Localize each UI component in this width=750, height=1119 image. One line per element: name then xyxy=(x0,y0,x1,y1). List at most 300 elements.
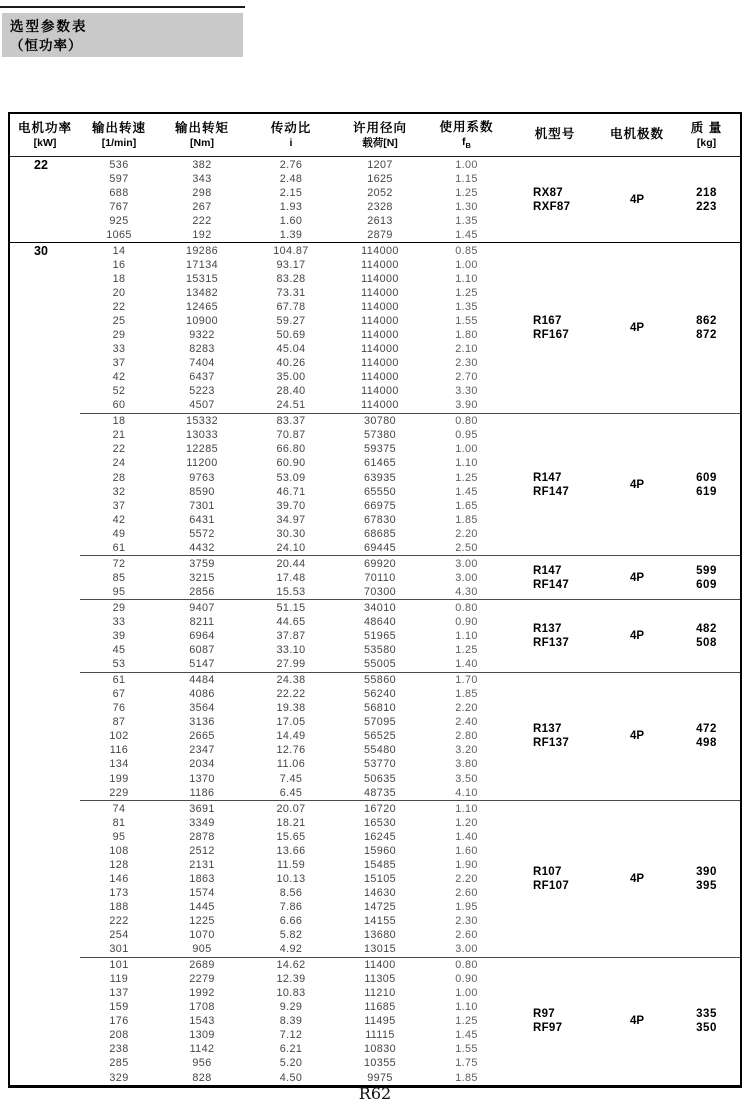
mass-value: 599 xyxy=(696,564,717,577)
cell-value: 40.26 xyxy=(276,357,306,370)
cell-value: 59.27 xyxy=(276,315,306,328)
mass-value: 619 xyxy=(696,485,717,498)
cell-value: 382 xyxy=(192,158,212,171)
cell-value: 9322 xyxy=(189,329,215,342)
cell-value: 63935 xyxy=(363,471,397,484)
col-ratio xyxy=(246,557,336,599)
cell-value: 285 xyxy=(109,1057,129,1070)
cell-value: 55480 xyxy=(363,744,397,757)
cell-value: 222 xyxy=(109,914,129,927)
top-rule xyxy=(0,6,245,8)
col-ratio xyxy=(246,802,336,957)
cell-value: 1.25 xyxy=(455,471,478,484)
cell-value: 1708 xyxy=(189,1001,215,1014)
col-motor-poles xyxy=(601,673,673,799)
cell-value: 11.06 xyxy=(276,758,306,771)
cell-value: 767 xyxy=(109,200,129,213)
cell-value: 12.76 xyxy=(276,744,306,757)
col-model xyxy=(509,673,601,799)
cell-value: 61 xyxy=(112,541,126,554)
col-ratio xyxy=(246,673,336,799)
cell-value: 83.37 xyxy=(276,415,306,428)
cell-value: 9763 xyxy=(189,471,215,484)
cell-value: 1.85 xyxy=(455,1071,478,1084)
cell-value: 329 xyxy=(109,1071,129,1084)
col-output_speed xyxy=(80,958,158,1084)
cell-value: 3136 xyxy=(189,716,215,729)
cell-value: 2328 xyxy=(367,200,393,213)
pole-value: 4P xyxy=(629,872,645,885)
cell-value: 1992 xyxy=(189,987,215,1000)
cell-value: 1.15 xyxy=(455,172,478,185)
cell-value: 1.45 xyxy=(455,1029,478,1042)
pole-value: 4P xyxy=(629,322,645,335)
cell-value: 24.51 xyxy=(276,399,306,412)
page-subtitle: （恒功率） xyxy=(10,37,83,53)
col-motor-poles xyxy=(601,802,673,957)
cell-value: 1.20 xyxy=(455,816,478,829)
cell-value: 11305 xyxy=(364,973,396,986)
cell-value: 5147 xyxy=(189,658,215,671)
cell-value: 3.20 xyxy=(455,744,478,757)
cell-value: 28.40 xyxy=(276,385,306,398)
cell-value: 85 xyxy=(112,571,126,584)
cell-value: 2.10 xyxy=(455,343,478,356)
cell-value: 20.44 xyxy=(276,557,306,570)
cell-value: 6.45 xyxy=(279,786,303,799)
cell-value: 57095 xyxy=(363,716,397,729)
subblock xyxy=(80,599,740,671)
model-name: R147 xyxy=(533,564,562,577)
cell-value: 4.50 xyxy=(279,1071,303,1084)
cell-value: 1625 xyxy=(367,172,393,185)
col-radial_load xyxy=(336,414,424,554)
cell-value: 536 xyxy=(109,158,129,171)
cell-value: 116 xyxy=(109,744,129,757)
cell-value: 45 xyxy=(112,644,126,657)
cell-value: 1543 xyxy=(189,1015,215,1028)
cell-value: 114000 xyxy=(361,258,399,271)
cell-value: 4432 xyxy=(189,541,215,554)
cell-value: 3.30 xyxy=(455,385,478,398)
col-mass xyxy=(673,414,740,554)
cell-value: 2.60 xyxy=(455,929,478,942)
model-name: RF97 xyxy=(533,1022,563,1035)
cell-value: 2131 xyxy=(189,858,215,871)
cell-value: 14.62 xyxy=(276,959,306,972)
model-name: RF147 xyxy=(533,578,570,591)
cell-value: 2.20 xyxy=(455,702,478,715)
cell-value: 173 xyxy=(109,886,129,899)
cell-value: 44.65 xyxy=(276,616,306,628)
col-service_factor xyxy=(424,414,509,554)
cell-value: 1.90 xyxy=(455,858,478,871)
cell-value: 134 xyxy=(109,758,129,771)
cell-value: 301 xyxy=(109,943,129,956)
cell-value: 57380 xyxy=(363,429,397,442)
col-output_torque xyxy=(158,958,246,1084)
cell-value: 2878 xyxy=(189,830,215,843)
cell-value: 1.25 xyxy=(455,186,478,199)
cell-value: 1065 xyxy=(106,228,132,241)
cell-value: 87 xyxy=(112,716,126,729)
col-output_torque xyxy=(158,601,246,671)
cell-value: 66975 xyxy=(363,499,397,512)
cell-value: 2.50 xyxy=(455,541,478,554)
cell-value: 74 xyxy=(112,802,126,815)
cell-value: 9.29 xyxy=(279,1001,303,1014)
cell-value: 2.30 xyxy=(455,357,478,370)
cell-value: 11400 xyxy=(364,959,396,972)
cell-value: 14630 xyxy=(363,886,397,899)
cell-value: 24.38 xyxy=(276,674,306,687)
pole-value: 4P xyxy=(629,571,645,584)
cell-value: 1863 xyxy=(189,872,215,885)
cell-value: 1.93 xyxy=(279,200,303,213)
cell-value: 6964 xyxy=(189,630,215,643)
page-title: 选型参数表 xyxy=(10,19,88,34)
cell-value: 3691 xyxy=(189,802,215,815)
cell-value: 1.40 xyxy=(455,830,478,843)
page-number: R62 xyxy=(358,1084,392,1103)
cell-value: 2879 xyxy=(367,228,393,241)
pole-value: 4P xyxy=(629,730,645,743)
mass-value: 335 xyxy=(696,1008,717,1021)
cell-value: 3349 xyxy=(189,816,215,829)
cell-value: 60 xyxy=(112,399,126,412)
cell-value: 114000 xyxy=(361,357,399,370)
cell-value: 0.90 xyxy=(455,616,478,628)
table-body xyxy=(10,157,740,1085)
cell-value: 34.97 xyxy=(276,513,306,526)
cell-value: 254 xyxy=(109,929,129,942)
col-motor-poles xyxy=(601,244,673,413)
col-radial_load xyxy=(336,244,424,413)
cell-value: 17134 xyxy=(185,258,219,271)
cell-value: 188 xyxy=(109,900,129,913)
cell-value: 37 xyxy=(112,357,126,370)
cell-value: 905 xyxy=(192,943,212,956)
cell-value: 68685 xyxy=(363,527,397,540)
cell-value: 2689 xyxy=(189,959,215,972)
cell-value: 2.70 xyxy=(455,371,478,384)
cell-value: 3.80 xyxy=(455,758,478,771)
cell-value: 7.86 xyxy=(279,900,303,913)
block-subblocks xyxy=(80,157,740,242)
cell-value: 5572 xyxy=(189,527,215,540)
cell-value: 11495 xyxy=(364,1015,396,1028)
cell-value: 95 xyxy=(112,830,126,843)
header-motor-power: 电机功率 [kW] xyxy=(17,120,72,149)
cell-value: 15.65 xyxy=(276,830,306,843)
cell-value: 1.60 xyxy=(279,214,303,227)
cell-value: 1.45 xyxy=(455,228,478,241)
pole-value: 4P xyxy=(629,630,645,643)
cell-value: 104.87 xyxy=(273,244,309,257)
cell-value: 1.55 xyxy=(455,1043,478,1056)
cell-value: 4.92 xyxy=(279,943,303,956)
cell-value: 16530 xyxy=(363,816,397,829)
col-mass xyxy=(673,673,740,799)
cell-value: 39.70 xyxy=(276,499,306,512)
cell-value: 1.10 xyxy=(455,1001,478,1014)
cell-value: 4086 xyxy=(189,688,215,701)
cell-value: 1.10 xyxy=(455,272,478,285)
cell-value: 11685 xyxy=(364,1001,396,1014)
col-output_torque xyxy=(158,158,246,242)
col-output_speed xyxy=(80,244,158,413)
cell-value: 17.05 xyxy=(276,716,306,729)
col-radial_load xyxy=(336,673,424,799)
cell-value: 1.25 xyxy=(455,1015,478,1028)
col-mass xyxy=(673,802,740,957)
model-name: RF107 xyxy=(533,879,570,892)
col-motor-poles xyxy=(601,414,673,554)
col-output_speed xyxy=(80,802,158,957)
page-title-box xyxy=(2,13,243,57)
pole-value: 4P xyxy=(629,478,645,491)
cell-value: 19.38 xyxy=(276,702,306,715)
cell-value: 199 xyxy=(109,772,129,785)
cell-value: 42 xyxy=(112,513,126,526)
cell-value: 53 xyxy=(112,658,126,671)
cell-value: 6.21 xyxy=(279,1043,303,1056)
power-block xyxy=(10,242,740,1085)
cell-value: 70.87 xyxy=(276,429,306,442)
cell-value: 55005 xyxy=(363,658,397,671)
col-ratio xyxy=(246,958,336,1084)
cell-value: 1186 xyxy=(189,786,215,799)
cell-value: 925 xyxy=(109,214,129,227)
cell-value: 1.00 xyxy=(455,258,478,271)
col-radial_load xyxy=(336,557,424,599)
cell-value: 14725 xyxy=(363,900,397,913)
col-mass xyxy=(673,958,740,1084)
cell-value: 22 xyxy=(112,300,126,313)
cell-value: 67830 xyxy=(363,513,397,526)
cell-value: 1225 xyxy=(189,914,215,927)
model-name: RF137 xyxy=(533,637,570,650)
model-name: R167 xyxy=(533,315,562,328)
subblock xyxy=(80,555,740,599)
cell-value: 12285 xyxy=(185,443,219,456)
subblock xyxy=(80,157,740,242)
cell-value: 119 xyxy=(109,973,129,986)
cell-value: 0.90 xyxy=(455,973,478,986)
cell-value: 238 xyxy=(109,1043,129,1056)
cell-value: 0.80 xyxy=(455,415,478,428)
cell-value: 33 xyxy=(112,343,126,356)
mass-value: 862 xyxy=(696,315,717,328)
cell-value: 114000 xyxy=(361,244,399,257)
cell-value: 1.10 xyxy=(455,457,478,470)
model-name: RF167 xyxy=(533,329,570,342)
cell-value: 2.15 xyxy=(279,186,303,199)
cell-value: 6431 xyxy=(189,513,215,526)
cell-value: 1309 xyxy=(189,1029,215,1042)
subblock xyxy=(80,243,740,413)
cell-value: 2.20 xyxy=(455,872,478,885)
cell-value: 2.80 xyxy=(455,730,478,743)
cell-value: 60.90 xyxy=(276,457,306,470)
cell-value: 8211 xyxy=(189,616,215,628)
cell-value: 0.80 xyxy=(455,959,478,972)
col-mass xyxy=(673,244,740,413)
cell-value: 8.56 xyxy=(279,886,303,899)
cell-value: 298 xyxy=(192,186,212,199)
cell-value: 114000 xyxy=(361,329,399,342)
cell-value: 2613 xyxy=(367,214,393,227)
cell-value: 56810 xyxy=(363,702,397,715)
cell-value: 208 xyxy=(109,1029,129,1042)
cell-value: 1.10 xyxy=(455,802,478,815)
cell-value: 5.20 xyxy=(279,1057,303,1070)
subblock xyxy=(80,413,740,555)
header-ratio: 传动比 i xyxy=(270,120,312,149)
model-name: R147 xyxy=(533,471,562,484)
block-subblocks xyxy=(80,243,740,1085)
col-motor-poles xyxy=(601,158,673,242)
cell-value: 1.55 xyxy=(455,315,478,328)
cell-value: 24.10 xyxy=(276,541,306,554)
cell-value: 343 xyxy=(192,172,212,185)
cell-value: 15.53 xyxy=(276,585,306,598)
cell-value: 1.45 xyxy=(455,485,478,498)
cell-value: 21 xyxy=(112,429,126,442)
cell-value: 1.85 xyxy=(455,513,478,526)
cell-value: 1.10 xyxy=(455,630,478,643)
cell-value: 70110 xyxy=(364,571,396,584)
cell-value: 12.39 xyxy=(276,973,306,986)
cell-value: 16720 xyxy=(363,802,397,815)
cell-value: 11115 xyxy=(365,1029,395,1042)
cell-value: 20.07 xyxy=(276,802,306,815)
model-name: R107 xyxy=(533,865,562,878)
cell-value: 10.13 xyxy=(276,872,306,885)
motor-power-value: 22 xyxy=(34,158,48,172)
cell-value: 37 xyxy=(112,499,126,512)
cell-value: 29 xyxy=(112,329,126,342)
col-radial_load xyxy=(336,158,424,242)
cell-value: 0.95 xyxy=(455,429,478,442)
cell-value: 45.04 xyxy=(276,343,306,356)
cell-value: 3.90 xyxy=(455,399,478,412)
col-service_factor xyxy=(424,557,509,599)
col-service_factor xyxy=(424,601,509,671)
cell-value: 15960 xyxy=(363,844,397,857)
cell-value: 3.00 xyxy=(455,571,478,584)
cell-value: 2052 xyxy=(367,186,393,199)
power-block xyxy=(10,157,740,242)
cell-value: 114000 xyxy=(361,300,399,313)
cell-value: 93.17 xyxy=(276,258,306,271)
col-model xyxy=(509,244,601,413)
cell-value: 159 xyxy=(109,1001,129,1014)
col-mass xyxy=(673,601,740,671)
col-service_factor xyxy=(424,244,509,413)
col-output_speed xyxy=(80,601,158,671)
cell-value: 67 xyxy=(112,688,126,701)
cell-value: 10830 xyxy=(363,1043,397,1056)
cell-value: 6.66 xyxy=(279,914,303,927)
cell-value: 5223 xyxy=(189,385,215,398)
header-motor-poles: 电机极数 xyxy=(609,127,664,142)
cell-value: 2279 xyxy=(189,973,215,986)
cell-value: 6437 xyxy=(189,371,215,384)
mass-value: 218 xyxy=(696,186,717,199)
col-service_factor xyxy=(424,958,509,1084)
cell-value: 48735 xyxy=(363,786,397,799)
cell-value: 2.48 xyxy=(279,172,303,185)
col-model xyxy=(509,958,601,1084)
header-service-factor: 使用系数 $f_B$ xyxy=(439,120,494,150)
cell-value: 66.80 xyxy=(276,443,306,456)
model-name: RF147 xyxy=(533,485,570,498)
cell-value: 1.39 xyxy=(279,228,303,241)
cell-value: 24 xyxy=(112,457,126,470)
cell-value: 229 xyxy=(109,786,129,799)
cell-value: 67.78 xyxy=(276,300,306,313)
cell-value: 15105 xyxy=(363,872,397,885)
cell-value: 15332 xyxy=(185,415,219,428)
cell-value: 5.82 xyxy=(279,929,303,942)
cell-value: 7301 xyxy=(189,499,215,512)
cell-value: 192 xyxy=(192,228,212,241)
cell-value: 17.48 xyxy=(276,571,306,584)
subblock xyxy=(80,672,740,800)
motor-power-value: 30 xyxy=(34,244,48,259)
model-name: RF137 xyxy=(533,737,570,750)
col-radial_load xyxy=(336,802,424,957)
cell-value: 69920 xyxy=(363,557,397,570)
cell-value: 1.70 xyxy=(455,674,478,687)
cell-value: 1.00 xyxy=(455,987,478,1000)
col-radial_load xyxy=(336,601,424,671)
mass-value: 498 xyxy=(696,737,717,750)
col-model xyxy=(509,557,601,599)
cell-value: 61 xyxy=(112,674,126,687)
cell-value: 35.00 xyxy=(276,371,306,384)
cell-value: 7.45 xyxy=(279,772,303,785)
cell-value: 2.40 xyxy=(455,716,478,729)
cell-value: 53.09 xyxy=(276,471,306,484)
mass-value: 395 xyxy=(696,879,717,892)
cell-value: 267 xyxy=(192,200,212,213)
header-output-torque: 输出转矩 [Nm] xyxy=(174,120,229,149)
cell-value: 1142 xyxy=(189,1043,215,1056)
cell-value: 4.10 xyxy=(455,786,478,799)
mass-value: 390 xyxy=(696,865,717,878)
cell-value: 50635 xyxy=(363,772,397,785)
cell-value: 33 xyxy=(112,616,126,628)
col-output_torque xyxy=(158,673,246,799)
cell-value: 19286 xyxy=(185,244,219,257)
cell-value: 32 xyxy=(112,485,126,498)
cell-value: 1445 xyxy=(189,900,215,913)
cell-value: 2034 xyxy=(189,758,215,771)
col-model xyxy=(509,601,601,671)
cell-value: 49 xyxy=(112,527,126,540)
cell-value: 13.66 xyxy=(276,844,306,857)
cell-value: 95 xyxy=(112,585,126,598)
cell-value: 56240 xyxy=(363,688,397,701)
cell-value: 2.30 xyxy=(455,914,478,927)
cell-value: 597 xyxy=(109,172,129,185)
cell-value: 34010 xyxy=(363,601,397,614)
cell-value: 15485 xyxy=(363,858,397,871)
cell-value: 128 xyxy=(109,858,129,871)
header-mass: 质 量 [kg] xyxy=(690,120,723,149)
